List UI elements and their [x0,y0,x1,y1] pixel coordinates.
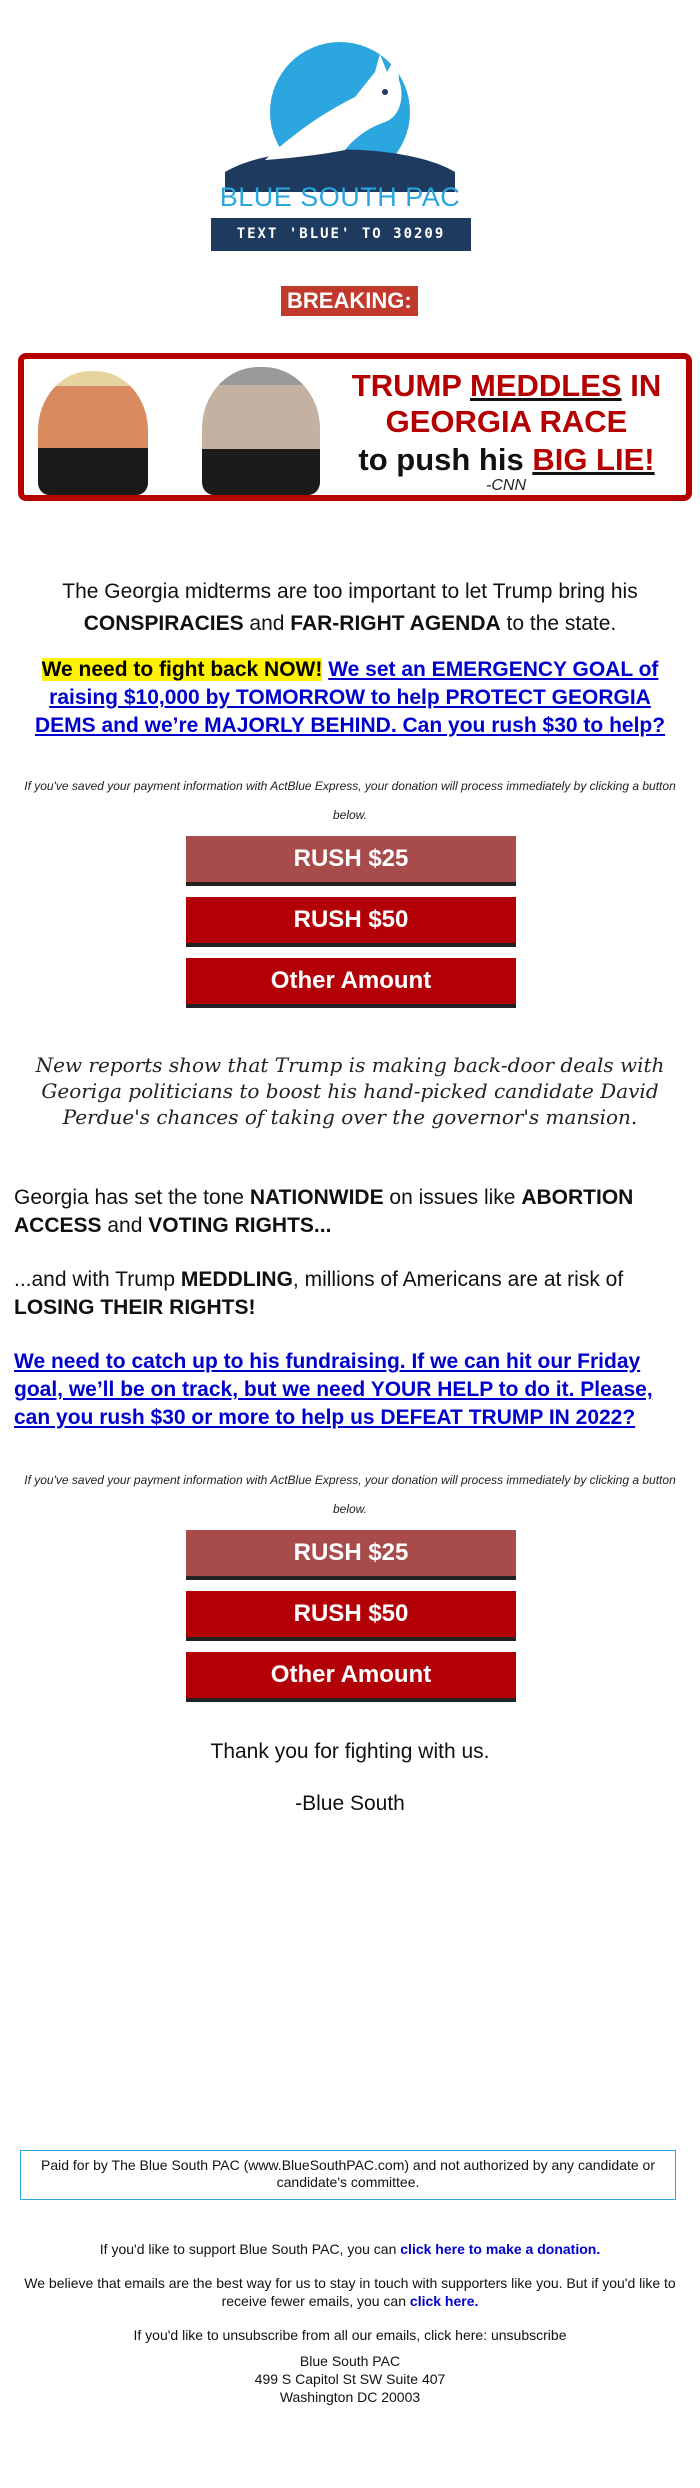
org-name: Blue South PAC [299,2353,401,2369]
fundraising-link[interactable]: We need to catch up to his fundraising. If we can hit our Friday goal, we’ll be on track, but we need YOUR HELP to do it. Please, can you rush $30 or more to help us DEFEAT TRUMP IN 2022? [14,1350,653,1429]
logo-name: BLUE SOUTH PAC [219,182,461,212]
rush-50-button[interactable]: RUSH $50 [186,897,516,947]
rush-25-button[interactable]: RUSH $25 [186,836,516,886]
other-amount-button[interactable]: Other Amount [186,958,516,1008]
donation-link[interactable]: click here to make a donation. [400,2241,601,2257]
emails-line: We believe that emails are the best way for us to stay in touch with supporters like you. But if you'd like to receive fewer emails, you can click here. [24,2275,676,2309]
actblue-note-2: If you've saved your payment information with ActBlue Express, your donation will process immediately by clicking a button below. [24,1473,676,1516]
rush-50-button-2[interactable]: RUSH $50 [186,1591,516,1641]
intro-paragraph: The Georgia midterms are too important to let Trump bring his CONSPIRACIES and FAR-RIGHT AGENDA to the state. [62,580,638,635]
rush-25-button-2[interactable]: RUSH $25 [186,1530,516,1580]
banner-headline-2: GEORGIA RACE [385,404,628,439]
perdue-photo [202,367,320,495]
donkey-logo-icon [205,42,475,192]
blue-south-logo[interactable] [205,42,475,252]
banner-source: -CNN [486,477,526,494]
body-paragraph-2: ...and with Trump MEDDLING, millions of Americans are at risk of LOSING THEIR RIGHTS! [14,1268,624,1319]
news-banner[interactable] [18,353,692,501]
address-line-2: Washington DC 20003 [279,2389,421,2405]
actblue-note-1: If you've saved your payment information with ActBlue Express, your donation will process immediately by clicking a button below. [24,779,676,822]
quote-paragraph: New reports show that Trump is making back-door deals with Georiga politicians to boost his hand-picked candidate David Perdue's chances of taking over the governor's mansion. [35,1053,665,1129]
breaking-label: BREAKING: [281,286,418,316]
address-line-1: 499 S Capitol St SW Suite 407 [254,2371,446,2387]
body-paragraph-1: Georgia has set the tone NATIONWIDE on issues like ABORTION ACCESS and VOTING RIGHTS... [14,1186,634,1237]
emergency-goal-link[interactable]: We set an EMERGENCY GOAL of raising $10,000 by TOMORROW to help PROTECT GEORGIA DEMS and we’re MAJORLY BEHIND. Can you rush $30 to help? [34,658,666,737]
logo-text-bar: TEXT 'BLUE' TO 30209 [211,218,471,251]
fewer-emails-link[interactable]: click here. [409,2293,479,2309]
other-amount-button-2[interactable]: Other Amount [186,1652,516,1702]
highlight-text: We need to fight back NOW! [41,658,323,681]
paid-for-disclaimer: Paid for by The Blue South PAC (www.BlueSouthPAC.com) and not authorized by any candidate or candidate's committee. [20,2150,676,2200]
support-line: If you'd like to support Blue South PAC, you can click here to make a donation. [99,2241,601,2257]
banner-headline-1: TRUMP MEDDLES IN [351,368,662,403]
signature: -Blue South [295,1792,405,1815]
unsubscribe-line[interactable]: If you'd like to unsubscribe from all our emails, click here: unsubscribe [133,2327,567,2343]
ask-paragraph-1 [18,656,682,740]
thanks-text: Thank you for fighting with us. [210,1740,490,1763]
trump-photo [38,371,148,495]
banner-headline-3: to push his BIG LIE! [358,442,655,477]
